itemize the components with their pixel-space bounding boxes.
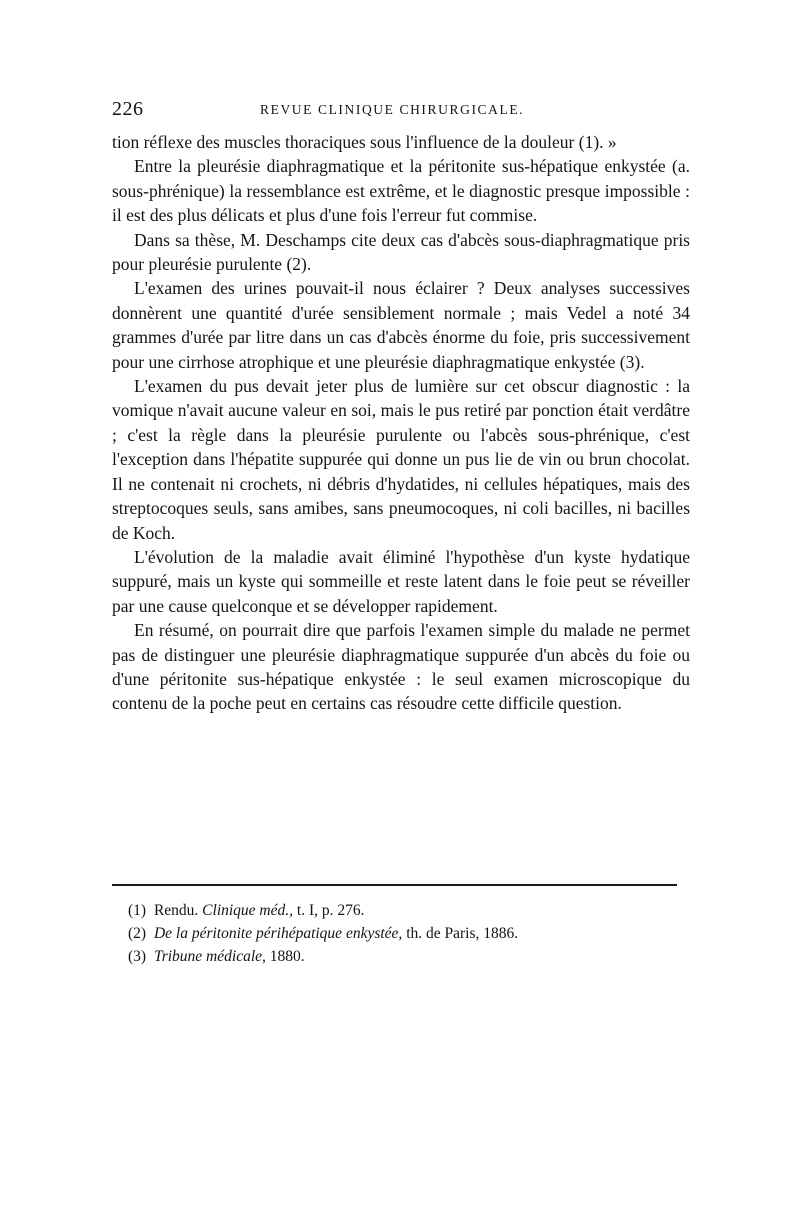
footnote-work: Clinique méd., xyxy=(202,902,294,919)
footnote-work: Tribune médicale, xyxy=(153,948,266,965)
footnote xyxy=(112,922,690,945)
body-text xyxy=(112,130,690,716)
paragraph: L'examen du pus devait jeter plus de lumière sur cet obscur diagnostic : la vomique n'avait aucune valeur en soi, mais le pus retiré par ponction était verdâtre ; c'est la règle dans la pleurésie purulente ou l'abcès sous-phrénique, c'est l'exception dans l'hépatite suppurée qui donne un pus lie de vin ou brun chocolat. Il ne contenait ni crochets, ni débris d'hydatides, ni cellules hépatiques, mais des streptocoques seuls, sans amibes, sans pneumocoques, ni coli bacilles, ni bacilles de Koch. xyxy=(112,376,690,543)
running-title: REVUE CLINIQUE CHIRURGICALE. xyxy=(260,102,525,117)
footnote-reference: th. de Paris, 1886. xyxy=(406,925,519,942)
footnote-reference: 1880. xyxy=(269,948,305,965)
footnote-reference: t. I, p. 276. xyxy=(296,902,365,919)
paragraph: Dans sa thèse, M. Deschamps cite deux cas d'abcès sous-diaphragmatique pris pour pleurésie purulente (2). xyxy=(112,229,690,275)
page-number: 226 xyxy=(112,98,144,120)
paragraph: Entre la pleurésie diaphragmatique et la péritonite sus-hépatique enkystée (a. sous-phrénique) la ressemblance est extrême, et le diagnostic presque impossible : il est des plus délicats et plus d'une fois l'erreur fut commise. xyxy=(112,156,690,226)
paragraph-continuation: tion réflexe des muscles thoraciques sous l'influence de la douleur (1). » xyxy=(112,132,617,152)
footnote-number: (3) xyxy=(128,948,147,965)
footnote-author: Rendu. xyxy=(153,902,199,919)
footnote xyxy=(112,945,690,968)
footnotes xyxy=(112,899,690,968)
page-header xyxy=(112,98,690,124)
footnote xyxy=(112,899,690,922)
paragraph: L'évolution de la maladie avait éliminé l'hypothèse d'un kyste hydatique suppuré, mais un kyste qui sommeille et reste latent dans le foie peut se réveiller par une cause quelconque et se développer rapidement. xyxy=(112,546,690,616)
footnote-rule xyxy=(112,884,677,886)
paragraph: L'examen des urines pouvait-il nous éclairer ? Deux analyses successives donnèrent une quantité d'urée sensiblement normale ; mais Vedel a noté 34 grammes d'urée par litre dans un cas d'abcès énorme du foie, pris successivement pour une cirrhose atrophique et une pleurésie diaphragmatique enkystée (3). xyxy=(112,278,690,372)
footnote-work: De la péritonite périhépatique enkystée, xyxy=(153,925,403,942)
footnote-number: (2) xyxy=(128,925,147,942)
paragraph: En résumé, on pourrait dire que parfois l'examen simple du malade ne permet pas de distinguer une pleurésie diaphragmatique suppurée d'un abcès du foie ou d'une péritonite sus-hépatique enkystée : le seul examen microscopique du contenu de la poche peut en certains cas résoudre cette difficile question. xyxy=(112,620,690,714)
footnote-number: (1) xyxy=(128,902,147,919)
